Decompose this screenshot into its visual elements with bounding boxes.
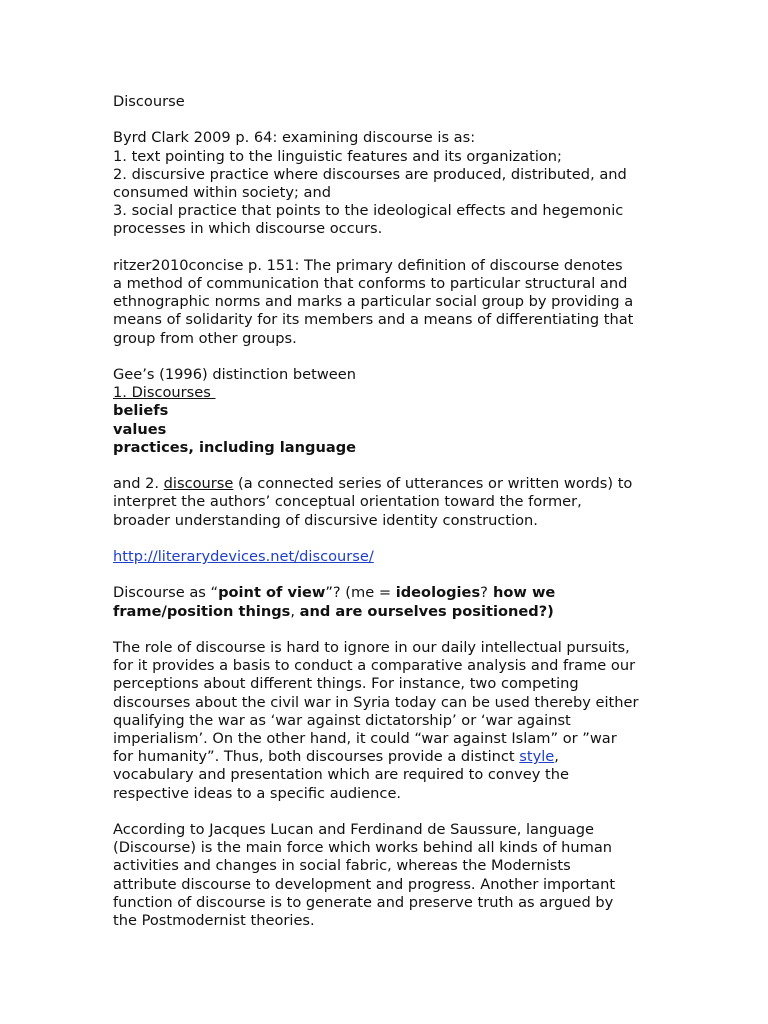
ritzer-line: a method of communication that conforms to particular structural and (113, 275, 628, 292)
spacer (113, 111, 673, 129)
bold-item-beliefs: beliefs (113, 402, 169, 420)
lucan-line: activities and changes in social fabric, whereas the Modernists (113, 857, 571, 875)
document-page (113, 93, 673, 930)
pov-line-1 (113, 584, 673, 602)
spacer (113, 803, 673, 821)
spacer (113, 239, 673, 257)
spacer (113, 457, 673, 475)
ritzer-line: group from other groups. (113, 329, 297, 347)
spacer (113, 566, 673, 584)
byrd-item: processes in which discourse occurs. (113, 220, 383, 238)
role-line: qualifying the war as ‘war against dictatorship’ or ‘war against (113, 711, 571, 729)
gee-intro: Gee’s (1996) distinction between (113, 366, 356, 383)
role-line-7 (113, 748, 673, 766)
gee-line: broader understanding of discursive identity construction. (113, 511, 538, 529)
ritzer-line: ritzer2010concise p. 151: The primary definition of discourse denotes (113, 256, 623, 274)
role-line: for it provides a basis to conduct a comparative analysis and frame our (113, 657, 636, 675)
pov-mid: ”? (me = (325, 584, 396, 602)
and2-term: discourse (163, 475, 234, 493)
lucan-line: attribute discourse to development and progress. Another important (113, 875, 616, 893)
role-line7-suffix: , (554, 748, 559, 766)
literarydevices-link[interactable]: http://literarydevices.net/discourse/ (113, 548, 374, 565)
spacer (113, 530, 673, 548)
role-line: imperialism’. On the other hand, it could “war against Islam” or ”war (113, 730, 617, 747)
role-line: respective ideas to a specific audience. (113, 784, 402, 802)
gee-line: interpret the authors’ conceptual orientation toward the former, (113, 493, 582, 511)
and2-line (113, 475, 673, 493)
byrd-item: consumed within society; and (113, 184, 332, 201)
bold-item-values: values (113, 420, 167, 438)
ritzer-line: means of solidarity for its members and a means of differentiating that (113, 311, 634, 329)
pov-comma: , (290, 602, 300, 620)
ideologies-bold: ideologies (395, 584, 481, 602)
pov-prefix: Discourse as “ (113, 584, 219, 602)
lucan-line: the Postmodernist theories. (113, 912, 315, 930)
role-line: perceptions about different things. For instance, two competing (113, 675, 579, 693)
how-bold: how we (487, 584, 556, 602)
frame-bold: frame/position things (113, 602, 291, 620)
bold-item-practices: practices, including language (113, 438, 357, 456)
role-line: vocabulary and presentation which are required to convey the (113, 766, 569, 784)
discourses-heading: 1. Discourses (113, 384, 216, 402)
document-title: Discourse (113, 93, 185, 110)
byrd-intro: Byrd Clark 2009 p. 64: examining discourse is as: (113, 129, 476, 147)
byrd-item: 2. discursive practice where discourses are produced, distributed, and (113, 165, 627, 183)
spacer (113, 348, 673, 366)
positioned-bold: and are ourselves positioned?) (299, 602, 554, 620)
role-line: The role of discourse is hard to ignore in our daily intellectual pursuits, (113, 638, 630, 656)
role-line: discourses about the civil war in Syria today can be used thereby either (113, 693, 639, 711)
byrd-item: 3. social practice that points to the ideological effects and hegemonic (113, 202, 624, 220)
pov-bold: point of view (218, 584, 326, 602)
lucan-line: function of discourse is to generate and preserve truth as argued by (113, 893, 614, 911)
pov-q: ? (480, 584, 488, 602)
pov-line-2 (113, 603, 673, 621)
lucan-line: (Discourse) is the main force which works behind all kinds of human (113, 839, 613, 857)
lucan-line: According to Jacques Lucan and Ferdinand de Saussure, language (113, 821, 594, 838)
spacer (113, 621, 673, 639)
byrd-item: 1. text pointing to the linguistic features and its organization; (113, 147, 562, 165)
and2-prefix: and 2. (113, 475, 164, 493)
role-line7-prefix: for humanity”. Thus, both discourses provide a distinct (113, 748, 520, 766)
ritzer-line: ethnographic norms and marks a particular social group by providing a (113, 293, 634, 311)
and2-rest: (a connected series of utterances or written words) to (233, 475, 633, 493)
style-link[interactable]: style (519, 748, 555, 766)
